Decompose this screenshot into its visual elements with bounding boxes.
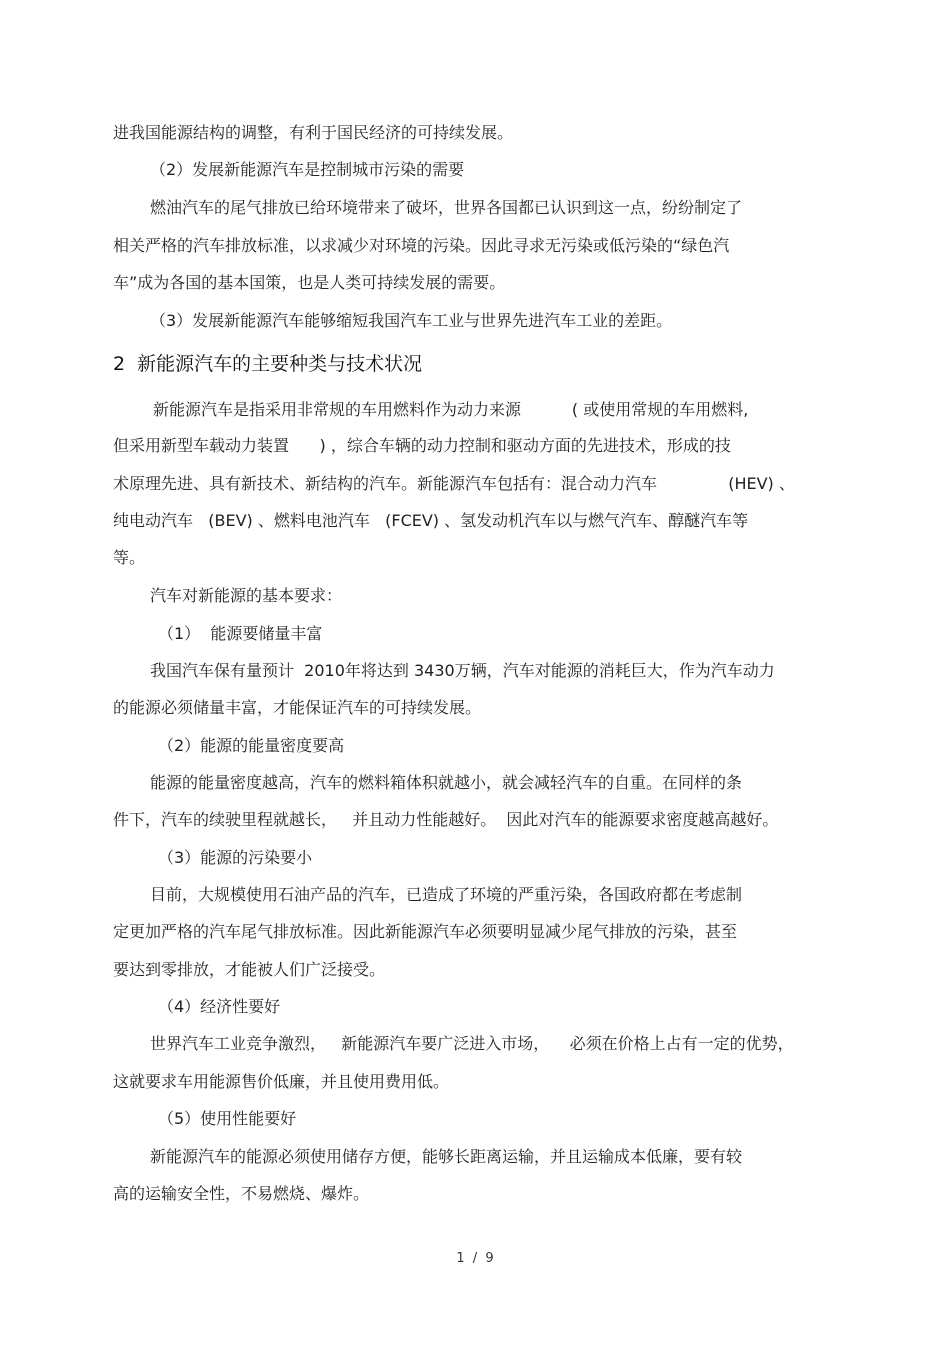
text-line: 高的运输安全性，不易燃烧、爆炸。 (113, 1184, 370, 1203)
text-line: 我国汽车保有量预计 2010年将达到 3430万辆，汽车对能源的消耗巨大，作为汽车动力 (150, 661, 775, 680)
text-line: 目前，大规模使用石油产品的汽车，已造成了环境的严重污染，各国政府都在考虑制 (150, 885, 743, 904)
text-line: 等。 (113, 548, 146, 567)
text-line: 要达到零排放，才能被人们广泛接受。 (113, 960, 386, 979)
section-heading: 2 新能源汽车的主要种类与技术状况 (113, 353, 423, 375)
text-line: 这就要求车用能源售价低廉，并且使用费用低。 (113, 1072, 450, 1091)
text-line: 汽车对新能源的基本要求： (150, 586, 343, 605)
text-line: 燃油汽车的尾气排放已给环境带来了破坏，世界各国都已认识到这一点，纷纷制定了 (150, 198, 743, 217)
subheading-3: （3）发展新能源汽车能够缩短我国汽车工业与世界先进汽车工业的差距。 (150, 311, 673, 330)
text-line: 世界汽车工业竞争激烈， 新能源汽车要广泛进入市场， 必须在价格上占有一定的优势， (150, 1034, 794, 1053)
text-line: 新能源汽车是指采用非常规的车用燃料作为动力来源 ( 或使用常规的车用燃料, (153, 400, 749, 419)
page-number: 1 / 9 (456, 1251, 494, 1266)
text-line: 进我国能源结构的调整，有利于国民经济的可持续发展。 (113, 123, 514, 142)
text-line: 术原理先进、具有新技术、新结构的汽车。新能源汽车包括有：混合动力汽车 (HEV) 、 (113, 474, 795, 493)
text-line: 的能源必须储量丰富，才能保证汽车的可持续发展。 (113, 698, 482, 717)
text-line: 能源的能量密度越高，汽车的燃料箱体积就越小，就会减轻汽车的自重。在同样的条 (150, 773, 743, 792)
text-line: 定更加严格的汽车尾气排放标准。因此新能源汽车必须要明显减少尾气排放的污染，甚至 (113, 922, 738, 941)
text-line: 但采用新型车载动力装置 ) ，综合车辆的动力控制和驱动方面的先进技术，形成的技 (113, 436, 731, 455)
text-line: 车”成为各国的基本国策，也是人类可持续发展的需要。 (113, 273, 506, 292)
requirement-heading-5: （5）使用性能要好 (158, 1109, 297, 1128)
text-line: 相关严格的汽车排放标准，以求减少对环境的污染。因此寻求无污染或低污染的“绿色汽 (113, 236, 730, 255)
text-line: 件下，汽车的续驶里程就越长， 并且动力性能越好。 因此对汽车的能源要求密度越高越好。 (113, 810, 779, 829)
requirement-heading-3: （3）能源的污染要小 (158, 848, 313, 867)
requirement-heading-4: （4）经济性要好 (158, 997, 281, 1016)
text-line: 新能源汽车的能源必须使用储存方便，能够长距离运输，并且运输成本低廉，要有较 (150, 1147, 743, 1166)
requirement-heading-2: （2）能源的能量密度要高 (158, 736, 345, 755)
text-line: 纯电动汽车 (BEV) 、燃料电池汽车 (FCEV) 、氢发动机汽车以与燃气汽车、醇醚汽车等 (113, 511, 749, 530)
requirement-heading-1: （1） 能源要储量丰富 (158, 624, 323, 643)
subheading-2: （2）发展新能源汽车是控制城市污染的需要 (150, 160, 465, 179)
